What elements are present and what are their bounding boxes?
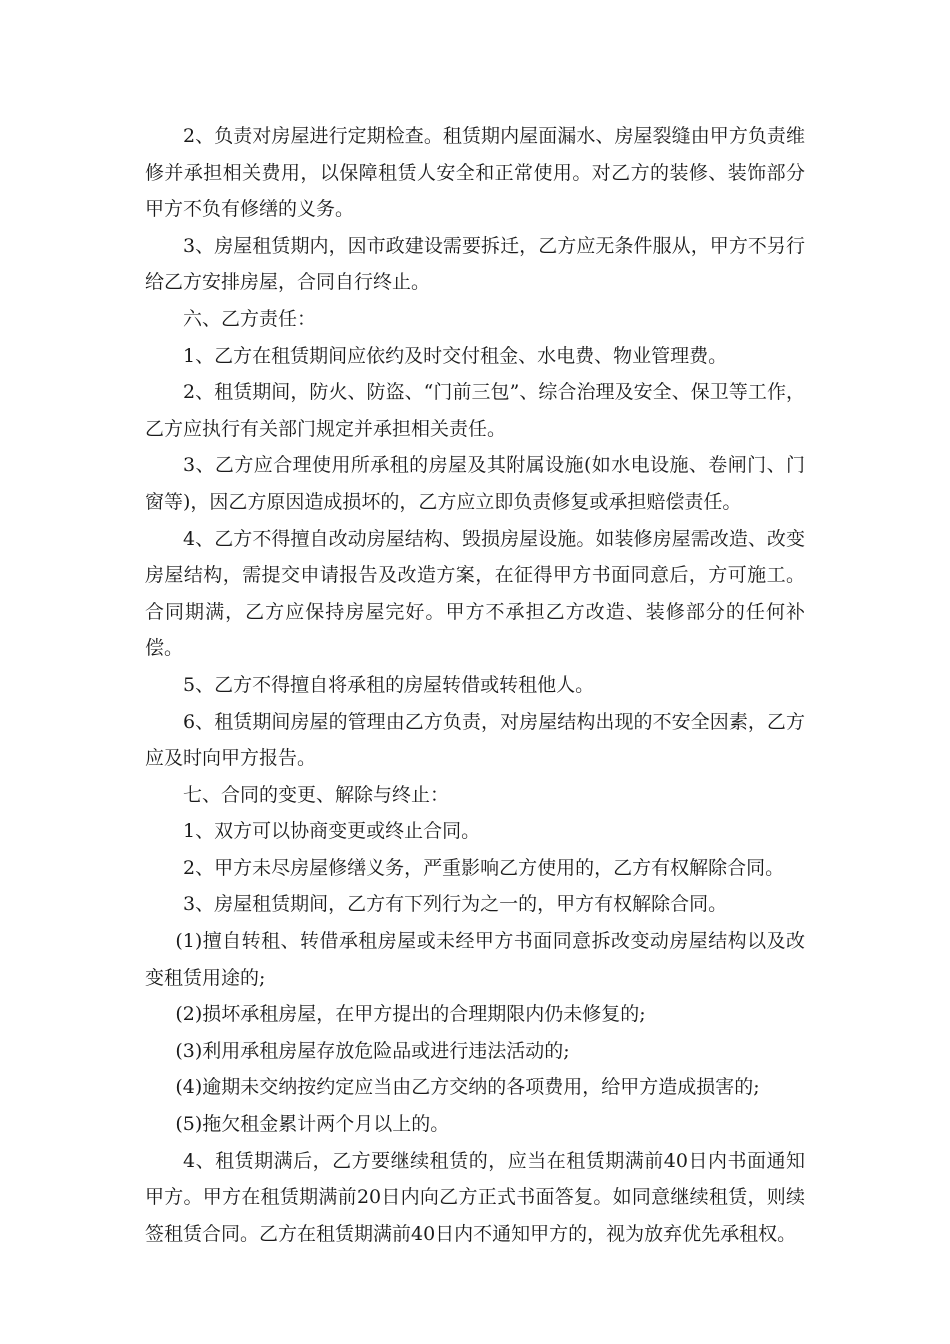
list-item-7-3-4: (4)逾期未交纳按约定应当由乙方交纳的各项费用，给甲方造成损害的; [175, 1076, 760, 1099]
paragraph-clause-5-3: 3、房屋租赁期内，因市政建设需要拆迁，乙方应无条件服从，甲方不另行给乙方安排房屋，合同自行终止。 [145, 234, 805, 294]
list-item-7-3-2: (2)损坏承租房屋，在甲方提出的合理期限内仍未修复的; [175, 1003, 646, 1026]
paragraph-clause-6-3: 3、乙方应合理使用所承租的房屋及其附属设施(如水电设施、卷闸门、门窗等)，因乙方原因造成损坏的，乙方应立即负责修复或承担赔偿责任。 [145, 454, 805, 513]
list-item-7-3-5: (5)拖欠租金累计两个月以上的。 [175, 1113, 450, 1136]
paragraph-clause-6-2: 2、租赁期间，防火、防盗、“门前三包”、综合治理及安全、保卫等工作，乙方应执行有关部门规定并承担相关责任。 [145, 381, 805, 440]
paragraph-clause-7-4: 4、租赁期满后，乙方要继续租赁的，应当在租赁期满前40日内书面通知甲方。甲方在租赁期满前20日内向乙方正式书面答复。如同意继续租赁，则续签租赁合同。乙方在租赁期满前40日内不通知甲方的，视为放弃优先承租权。 [145, 1149, 805, 1245]
document-body [145, 118, 805, 1252]
section-heading-7: 七、合同的变更、解除与终止： [183, 783, 450, 806]
list-item-7-3-3: (3)利用承租房屋存放危险品或进行违法活动的; [175, 1039, 570, 1062]
section-heading-6: 六、乙方责任： [183, 307, 317, 330]
paragraph-clause-6-5: 5、乙方不得擅自将承租的房屋转借或转租他人。 [183, 673, 595, 696]
paragraph-clause-6-1: 1、乙方在租赁期间应依约及时交付租金、水电费、物业管理费。 [183, 344, 728, 367]
paragraph-clause-5-2: 2、负责对房屋进行定期检查。租赁期内屋面漏水、房屋裂缝由甲方负责维修并承担相关费用，以保障租赁人安全和正常使用。对乙方的装修、装饰部分甲方不负有修缮的义务。 [145, 125, 805, 221]
paragraph-clause-7-1: 1、双方可以协商变更或终止合同。 [183, 820, 481, 843]
paragraph-clause-6-4: 4、乙方不得擅自改动房屋结构、毁损房屋设施。如装修房屋需改造、改变房屋结构，需提交申请报告及改造方案，在征得甲方书面同意后，方可施工。合同期满，乙方应保持房屋完好。甲方不承担乙方改造、装修部分的任何补偿。 [145, 527, 805, 660]
paragraph-clause-7-2: 2、甲方未尽房屋修缮义务，严重影响乙方使用的，乙方有权解除合同。 [183, 856, 785, 879]
paragraph-clause-7-3: 3、房屋租赁期间，乙方有下列行为之一的，甲方有权解除合同。 [183, 893, 728, 916]
list-item-7-3-1: (1)擅自转租、转借承租房屋或未经甲方书面同意拆改变动房屋结构以及改变租赁用途的; [145, 930, 805, 989]
paragraph-clause-6-6: 6、租赁期间房屋的管理由乙方负责，对房屋结构出现的不安全因素，乙方应及时向甲方报告。 [145, 710, 805, 770]
